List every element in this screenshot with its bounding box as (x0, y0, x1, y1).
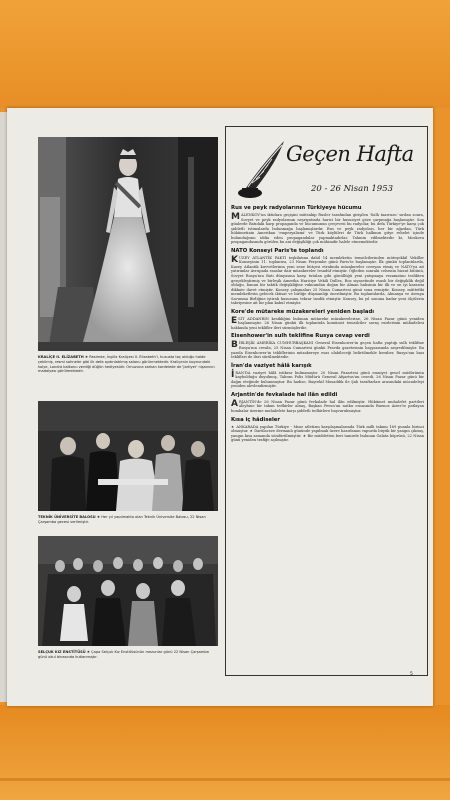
ball-caption (38, 515, 218, 525)
article-dropcap: B (231, 340, 238, 351)
magazine-page (7, 108, 433, 706)
article-body (231, 317, 424, 331)
article-dropcap: E (231, 315, 238, 326)
article-heading: Rus ve peyk radyolarının Türkiyeye hücumu (231, 205, 362, 211)
institute-caption-title: SELÇUK KIZ ENSTİTÜSÜ (38, 650, 86, 654)
institute-photo-art (38, 536, 218, 646)
article-text: ★ ANKARADA yapılan Türkiye - Mısır atletizm karşılaşmalarında Türk milli takımı 169 puanla birinci olmuştur. ★ Darülaceze dermanlı gününde yapılmak üzere hazırlanan vapurda büyük bir yangın çıkmış, yangın kısa zamanda söndürülmüştür. ★ Bir müddetten beri tamirde bulunan Galata köprüsü, 22 Nisan günü yeniden trafiğe açılmıştır. (231, 424, 424, 443)
article-text: SİT ADDANRIN kesikliğini bulunan mütareke müzakerelerine, 26 Nisan Pazar günü yeniden başlanmıştır. 26 Nisan günkü ilk toplantıda komünist temsilciler savaş esirlerinin mübadelesi hakkında yeni teklifler ileri sürmüşlerdir. (231, 316, 424, 330)
queen-caption-title: KRALİÇE II. ELİZABETH (38, 355, 84, 359)
article-text: İRLEŞİK AMERİKA CUMHURBAŞKANI General Eisenhower'in geçen hafta yaptığı sulh teklifine Rusya'nın cevabı, 25 Nisan Cumartesi günkü Pravda gazetesinin başyazısında neşredilmiştir. Bu yazıda Eisenhower'in tekliflerinin müzakereye esas olabileceği belirtilmekle beraber, Rusya'nın bazı teklifleri de ileri sürülmektedir. (231, 341, 424, 360)
article-body (231, 371, 424, 389)
article-text: UZEY ATLANTİK PAKTI teşkilatına dahil 14 memleketin temsilcilerinden müteşekkil Vekiller Konseyinin 11. toplantısı, 23 Nisan Perşembe günü Paris'te başlamıştır. İlk günkü toplantılarda, Kuzey Atlantik kuvvetlerinin yeni sene bütçesi etrafında müzakereler cereyan etmiş ve NATO'ya ait yatırımlar Avrupada esaslar dair müzakereler tesadüf etmiştir. Öğleden sonraki celsenin bizzat bütünü, Sovyet Rusya'nın Batı dünyasına karşı tutulan gibi gönüllüğü yeni yatışmaya vezamatını teslikten gerçekleştirmiş ve birleşik Amerika Hariciye Vekili Dulles, Rus siyasetinde esaslı bir değişiklik değil olduğu, bunun bir taktik değişikliğine vukuundan doğan bir Alman bahsinin bir ilk ve en iyi kararını dikkate davet etmiştir. Konsey çalışmaları 25 Nisan Cumartesi günü sona ermiştir. Konsey, müttefiki memleketlerin gelecek iktisat ve birliğe düşmanlığı önerilmiştir. Bu toplantılarda, Almanya ve Avrupa Savunma Birliğine iştirak hususunu tekrar tasdik etmiştir. Konsey, bu yıl sonuna kadar yeni ölçülerin takviyesine ait bir plan kabul etmiştir. (231, 255, 424, 306)
article-text: RJANTİN'de 26 Nisan Pazar günü fevkalade hal ilân edilmiştir. Hükümet muhalefet partileri aleyhine bir takım tedbirler almış, Başkan Peron'un nutku esnasında Buenos Aires'te patlayan bombalar üzerine muhalefete karşı şiddetli tedbirlere başvurulmuştur. (231, 399, 424, 413)
article (231, 417, 424, 443)
ball-caption-text: ★ Her yıl yapılmakta olan Teknik Üniversite Balosu, 22 Nisan Çarşamba gecesi verilmiştir. (38, 515, 206, 524)
selcuk-girls-institute-photo (38, 536, 218, 646)
ball-caption-title: TEKNİK ÜNİVERSİTE BALOSU (38, 515, 96, 519)
article-dropcap: İ (231, 369, 235, 380)
article-body (231, 400, 424, 414)
technical-university-ball-photo (38, 401, 218, 511)
queen-elizabeth-photo (38, 137, 218, 351)
article-text: RAN'DA vaziyet hâlâ istikrar bulmamıştır. 20 Nisan Pazartesi günü emniyet genel müdürünün kaybolduğu duyulmuş, Tahran Polis Müdürü General Afşartus'un cesedi, 26 Nisan Pazar günü bir dağın eteğinde bulunmuştur. Bu hadise, Başvekil Musaddık ile Şah taraftarları arasındaki mücadeleyi yeniden alevlendirmiştir. (231, 370, 424, 389)
masthead-date: 20 - 26 Nisan 1953 (311, 184, 394, 194)
article-dropcap: A (231, 398, 238, 409)
background-crease (0, 778, 450, 781)
queen-photo-art (38, 137, 218, 351)
institute-caption (38, 650, 218, 660)
article-dropcap: M (231, 212, 240, 222)
article-body (231, 341, 424, 359)
article (231, 333, 424, 359)
article (231, 392, 424, 414)
article (231, 248, 424, 306)
article-heading: Eisenhower'in sulh teklifine Rusya cevap verdi (231, 333, 370, 340)
article-heading: Kore'de mütareke müzakereleri yeniden başladı (231, 308, 375, 315)
queen-caption (38, 355, 218, 374)
previous-page-edge (0, 112, 7, 702)
article (231, 309, 424, 331)
page-number: 5 (410, 672, 413, 677)
masthead (226, 127, 427, 203)
ball-photo-art (38, 401, 218, 511)
news-column-box (225, 126, 428, 676)
masthead-title: Geçen Hafta (286, 142, 414, 166)
article-heading: İran'da vaziyet hâlâ karışık (231, 362, 312, 369)
article-body (231, 425, 424, 443)
background-bottom (0, 705, 450, 800)
queen-caption-text: ★ Resimde, İngiliz Kraliçesi II. Elizabeth'i, hususta taç olduğu halde çekilmiş, resmi sahneler gibi ilk defa aydınlatılmış salonu görünmektedir. Kraliçenin boynundaki kolye, Londra balkonu verdiği düğün hediyesidir. Omuzuna sarkan kordelede de 'Jartiyer' nişanının madalyası görülmektedir. (38, 355, 215, 374)
background-top (0, 0, 450, 108)
article-heading: Arjantin'de fevkalade hal ilân edildi (231, 391, 338, 398)
article-dropcap: K (231, 254, 238, 265)
article-heading: Kısa iç hâdiseler (231, 416, 281, 423)
article-body (231, 213, 424, 245)
article-text: ALENKOV'un iktidara geçişini müteakip Rusler tarafından girişilen 'Sulh taarruzu' sırdan sonra, Sovyet ve peyk radyolarının neşriyatında harici bir hususiyet göze çarpmağa başlamıştır. Son günlerde Batıdaki harp propaganda ve hücumunun çerçevesi bu radyolar, bu defa Türkiye'ye karşı çok şiddetli istimalarda bulunmağa başlamışlardır. Rus ve peyk radyoları, her bir ağızdan, Türk hükümetinin Amerikan 'emperyalizmi' ve Türk köylüleri de Türk halkının gitye rebelet içinde bulunduğunu iddia eden propagandalar yapmaktadırlar. Tahmin edilmektedir ki, Moskova propagandasında görülen bu ani değişikliği çok mühimdir halele etmemektedir. (231, 213, 424, 245)
article-heading: NATO Konseyi Paris'te toplandı (231, 247, 324, 254)
article-body (231, 256, 424, 306)
article (231, 205, 424, 245)
institute-caption-text: ★ Çapa Selçuk Kız Enstitüsünün mezunlar günü 22 Nisan Çarşamba günü okul binasında kutlanmıştır. (38, 650, 209, 659)
article-list (231, 205, 424, 446)
article (231, 363, 424, 389)
